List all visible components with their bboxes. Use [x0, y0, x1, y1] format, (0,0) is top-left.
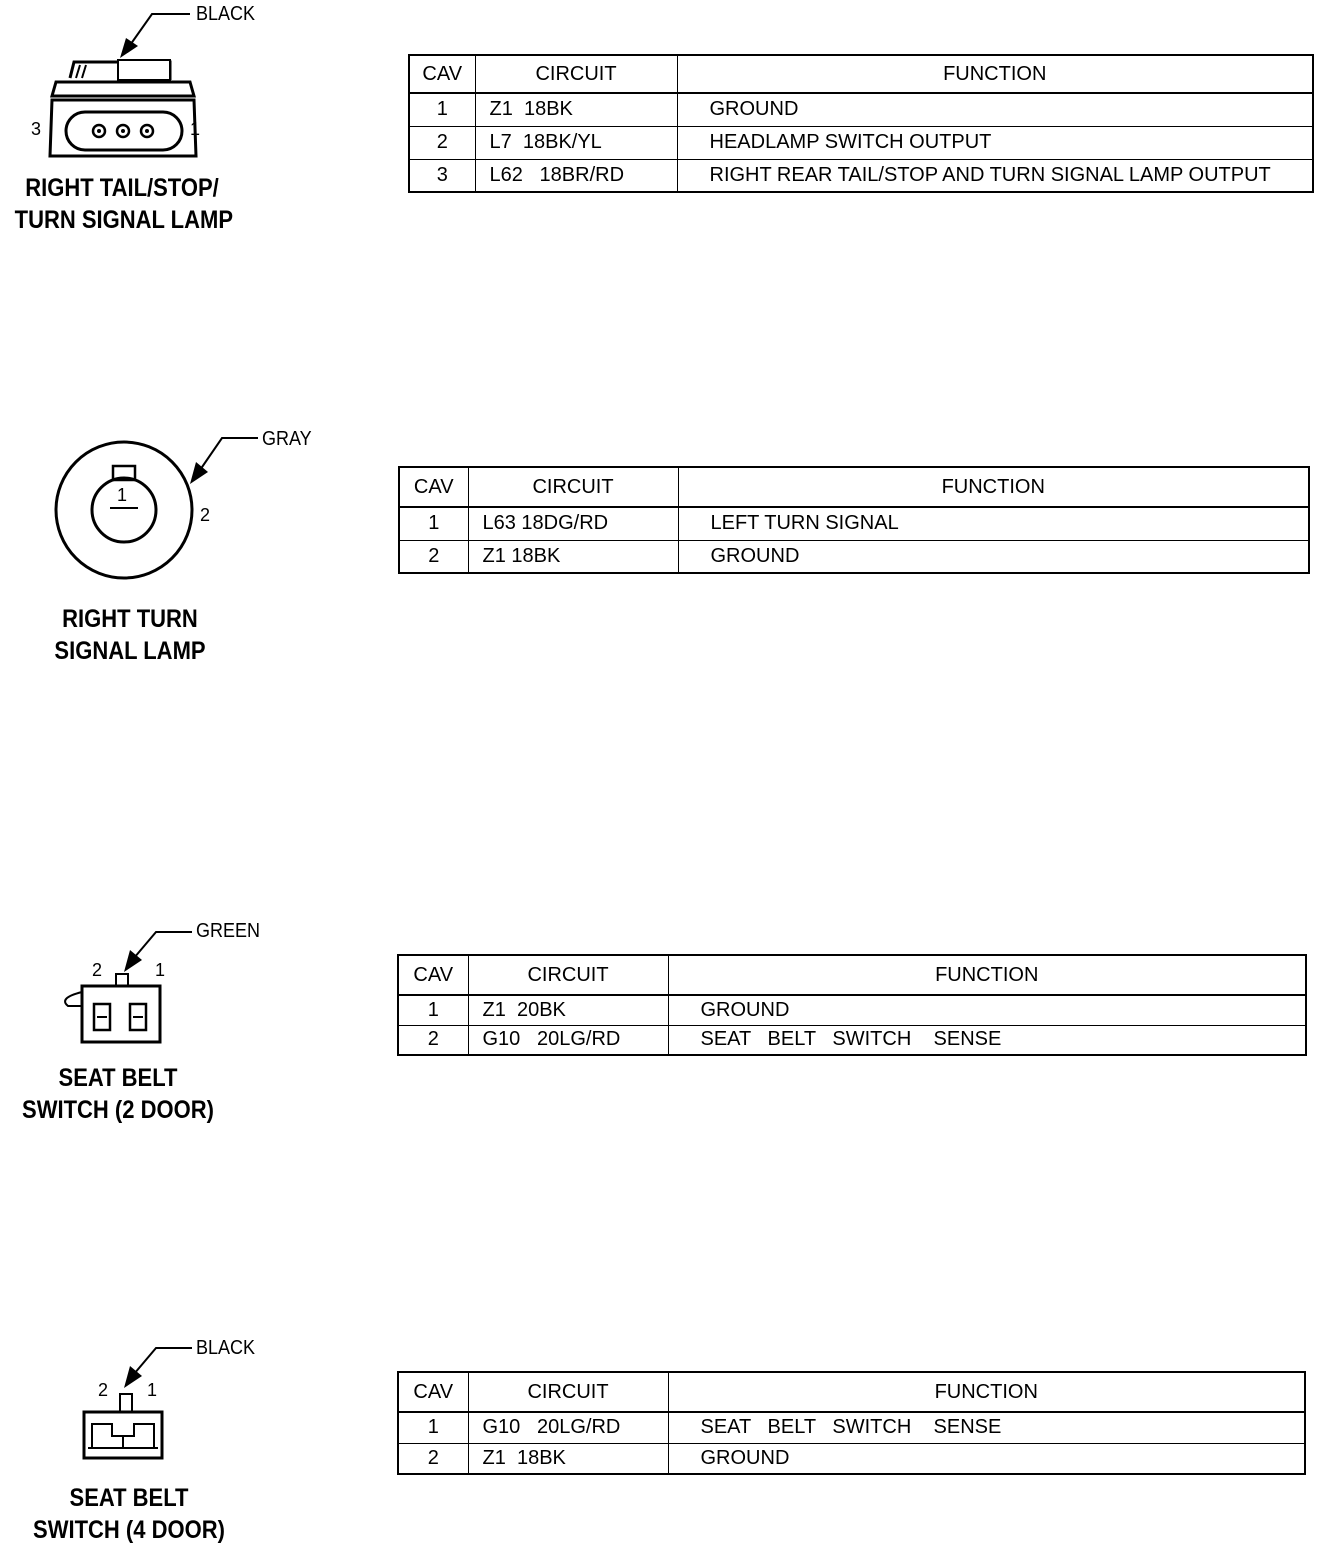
table-header-row	[409, 55, 1313, 93]
cell-cav: 2	[398, 1025, 468, 1055]
cell-cav: 2	[398, 1443, 468, 1474]
table-row	[399, 507, 1309, 540]
pin-number-right: 1	[155, 960, 166, 980]
pin-number-left: 2	[98, 1380, 109, 1400]
table-row	[398, 1025, 1306, 1055]
connector-title	[15, 1482, 242, 1546]
header-circuit: CIRCUIT	[468, 1372, 668, 1412]
header-function: FUNCTION	[668, 1372, 1305, 1412]
table-row	[398, 1443, 1305, 1474]
connector-title	[14, 1062, 222, 1126]
header-cav: CAV	[409, 55, 475, 93]
cell-function: GROUND	[677, 93, 1313, 126]
cell-circuit: L62 18BR/RD	[475, 159, 677, 192]
pinout-table	[398, 466, 1310, 574]
connector-color-label: GRAY	[262, 428, 312, 450]
pin-number-right: 1	[147, 1380, 158, 1400]
title-line-2: TURN SIGNAL LAMP	[14, 206, 234, 234]
title-line-2: SIGNAL LAMP	[54, 637, 206, 665]
connector-title	[14, 172, 234, 236]
header-cav: CAV	[398, 955, 468, 995]
cell-cav: 1	[409, 93, 475, 126]
cell-function: RIGHT REAR TAIL/STOP AND TURN SIGNAL LAMP OUTPUT	[677, 159, 1313, 192]
cell-function: GROUND	[668, 1443, 1305, 1474]
cell-cav: 3	[409, 159, 475, 192]
header-circuit: CIRCUIT	[468, 955, 668, 995]
connector-color-label: BLACK	[196, 3, 256, 25]
header-circuit: CIRCUIT	[475, 55, 677, 93]
header-cav: CAV	[398, 1372, 468, 1412]
title-line-1: SEAT BELT	[58, 1064, 178, 1092]
cell-function: SEAT BELT SWITCH SENSE	[668, 1025, 1306, 1055]
connector-color-label: BLACK	[196, 1337, 256, 1359]
title-line-1: RIGHT TAIL/STOP/	[25, 174, 219, 202]
table-row	[398, 1412, 1305, 1443]
cell-function: HEADLAMP SWITCH OUTPUT	[677, 126, 1313, 159]
cell-circuit: Z1 18BK	[468, 540, 678, 573]
title-line-2: SWITCH (2 DOOR)	[22, 1096, 214, 1124]
title-line-2: SWITCH (4 DOOR)	[33, 1516, 225, 1544]
pin-number-left: 3	[31, 119, 42, 139]
header-circuit: CIRCUIT	[468, 467, 678, 507]
header-function: FUNCTION	[678, 467, 1309, 507]
table-header-row	[398, 1372, 1305, 1412]
table-header-row	[399, 467, 1309, 507]
table-row	[409, 159, 1313, 192]
pinout-table	[397, 1371, 1306, 1475]
cell-cav: 1	[398, 1412, 468, 1443]
header-function: FUNCTION	[668, 955, 1306, 995]
connector-color-label: GREEN	[196, 920, 261, 942]
cell-circuit: Z1 20BK	[468, 995, 668, 1025]
table-row	[409, 126, 1313, 159]
table-row	[398, 995, 1306, 1025]
cell-cav: 2	[399, 540, 468, 573]
cell-circuit: G10 20LG/RD	[468, 1412, 668, 1443]
cell-cav: 1	[399, 507, 468, 540]
table-row	[399, 540, 1309, 573]
pinout-table	[397, 954, 1307, 1056]
pinout-table	[408, 54, 1314, 193]
pin-number-left: 2	[92, 960, 103, 980]
cell-function: GROUND	[668, 995, 1306, 1025]
cell-circuit: L7 18BK/YL	[475, 126, 677, 159]
cell-function: LEFT TURN SIGNAL	[678, 507, 1309, 540]
cell-function: GROUND	[678, 540, 1309, 573]
table-row	[409, 93, 1313, 126]
header-function: FUNCTION	[677, 55, 1313, 93]
connector-title	[16, 603, 245, 667]
cell-circuit: L63 18DG/RD	[468, 507, 678, 540]
table-header-row	[398, 955, 1306, 995]
title-line-1: RIGHT TURN	[62, 605, 198, 633]
cell-cav: 1	[398, 995, 468, 1025]
cell-function: SEAT BELT SWITCH SENSE	[668, 1412, 1305, 1443]
cell-circuit: G10 20LG/RD	[468, 1025, 668, 1055]
cell-circuit: Z1 18BK	[468, 1443, 668, 1474]
cell-cav: 2	[409, 126, 475, 159]
pin-number-center: 1	[117, 485, 128, 505]
cell-circuit: Z1 18BK	[475, 93, 677, 126]
header-cav: CAV	[399, 467, 468, 507]
pin-number-right: 1	[190, 119, 201, 139]
title-line-1: SEAT BELT	[69, 1484, 189, 1512]
pin-number-right: 2	[200, 505, 211, 525]
